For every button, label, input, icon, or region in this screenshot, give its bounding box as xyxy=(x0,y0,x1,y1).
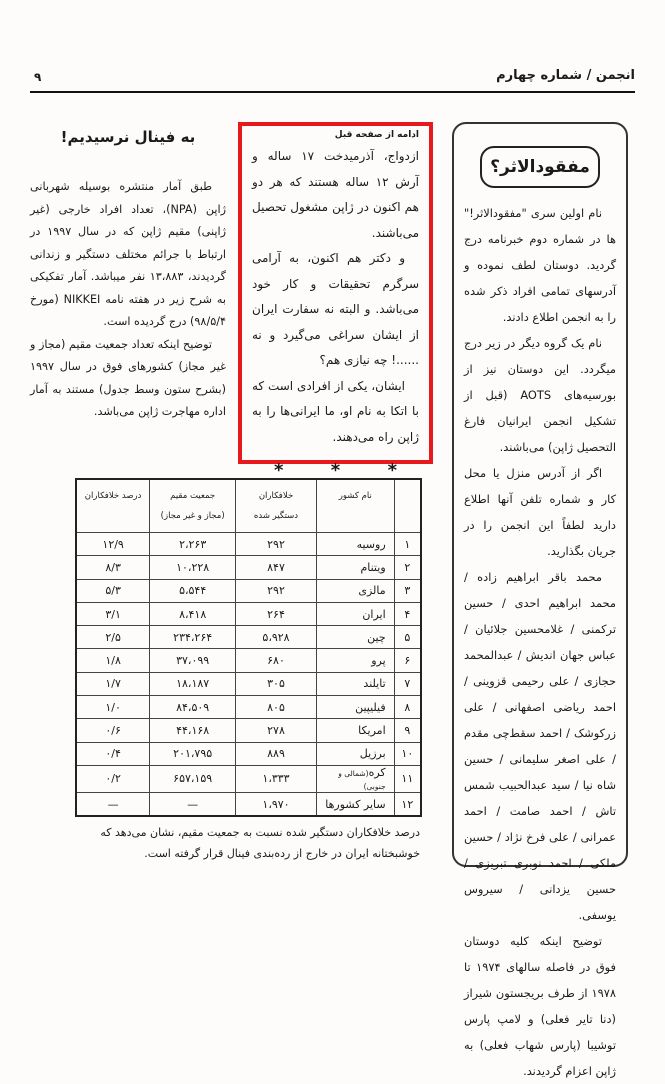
row-index-text: ۱۰ xyxy=(401,747,414,761)
row-population-text: — xyxy=(187,797,199,811)
row-index xyxy=(394,672,421,695)
header-arrested xyxy=(236,479,317,533)
row-index xyxy=(394,533,421,556)
row-index-text: ۸ xyxy=(404,700,411,714)
row-percent xyxy=(76,765,150,792)
row-arrested-text: ۱،۹۷۰ xyxy=(262,797,290,811)
table-row xyxy=(76,602,421,625)
page-number: ۹ xyxy=(34,70,42,84)
missing-paragraph: توضیح اینکه کلیه دوستان فوق در فاصله سالهای ۱۹۷۴ تا ۱۹۷۸ از طرف بریجستون شیراز (دنا تایر فعلی) و لامپ پارس توشیبا (پارس شهاب فعلی) به ژاپن اعزام گردیدند. xyxy=(464,934,617,1078)
row-arrested-text: ۵،۹۲۸ xyxy=(262,630,290,644)
row-population xyxy=(150,626,236,649)
table-row xyxy=(76,765,421,792)
header-population xyxy=(150,479,236,533)
table-row xyxy=(76,792,421,816)
row-percent-text: ۸/۳ xyxy=(105,560,121,574)
table-row xyxy=(76,696,421,719)
row-population-text: ۳۷،۰۹۹ xyxy=(176,654,210,668)
table-row xyxy=(76,672,421,695)
row-arrested-text: ۲۹۲ xyxy=(267,537,285,551)
row-population-text: ۸،۴۱۸ xyxy=(179,607,207,621)
header-percent: درصد خلافکاران xyxy=(76,479,150,533)
row-country xyxy=(316,556,394,579)
row-percent-text: ۰/۴ xyxy=(105,747,121,761)
header-index xyxy=(394,479,421,533)
row-country xyxy=(316,649,394,672)
row-index-text: ۴ xyxy=(404,607,411,621)
missing-persons-title: مفقودالاثر؟ xyxy=(480,146,600,188)
row-percent xyxy=(76,696,150,719)
row-percent xyxy=(76,672,150,695)
row-country xyxy=(316,719,394,742)
missing-paragraph: اگر از آدرس منزل یا محل کار و شماره تلفن آنها اطلاع دارید لطفاً این انجمن را در جریان بگذارید. xyxy=(464,466,616,558)
row-percent xyxy=(76,556,150,579)
row-country-text: کره xyxy=(368,765,386,779)
row-index xyxy=(394,649,421,672)
row-index-text: ۷ xyxy=(404,677,411,691)
row-country xyxy=(316,579,394,602)
row-country xyxy=(316,672,394,695)
header-arrested-line2: دستگیر شده xyxy=(253,511,299,521)
row-population xyxy=(150,556,236,579)
row-population-text: ۲،۲۶۳ xyxy=(179,537,207,551)
row-country-text: امریکا xyxy=(358,724,386,738)
row-percent xyxy=(76,533,150,556)
row-index xyxy=(394,792,421,816)
row-population xyxy=(150,672,236,695)
header-arrested-line1: خلافکاران xyxy=(258,491,294,501)
article-paragraph: توضیح اینکه تعداد جمعیت مقیم (مجاز و غیر مجاز) کشورهای فوق در سال ۱۹۹۷ (بشرح ستون وسط جدول) مستند به آمار اداره مهاجرت ژاپن می‌باشد. xyxy=(30,337,226,418)
row-percent xyxy=(76,719,150,742)
table-row xyxy=(76,719,421,742)
row-index xyxy=(394,742,421,765)
asterisk-icon: * xyxy=(387,460,397,481)
row-index xyxy=(394,579,421,602)
row-arrested xyxy=(236,696,317,719)
article-paragraph: طبق آمار منتشره بوسیله شهربانی ژاپن (NPA)، تعداد افراد خارجی (غیر ژاپنی) مقیم ژاپن که در سال ۱۹۹۷ در ارتباط با جرائم مختلف دستگیر و زندانی گردیدند، ۱۳،۸۸۳ نفر میباشد. آمار تفکیکی به شرح زیر در هفته نامه NIKKEI (مورخ ۹۸/۵/۴) درج گردیده است. xyxy=(30,180,227,328)
row-arrested-text: ۲۷۸ xyxy=(267,724,285,738)
row-country-text: چین xyxy=(367,630,386,644)
missing-persons-box xyxy=(452,122,628,1078)
row-percent xyxy=(76,602,150,625)
row-percent-text: ۱۲/۹ xyxy=(102,537,124,551)
row-arrested xyxy=(236,765,317,792)
row-arrested xyxy=(236,579,317,602)
row-country-text: برزیل xyxy=(359,747,386,761)
continuation-paragraph: ایشان، یکی از افرادی است که با اتکا به نام او، ما ایرانی‌ها را به ژاپن راه می‌دهند. xyxy=(252,378,419,444)
header-divider xyxy=(30,91,635,93)
row-arrested xyxy=(236,626,317,649)
missing-paragraph: نام اولین سری "مفقودالاثر!" ها در شماره دوم خبرنامه درج گردید. دوستان لطف نموده و آدرسهای تمامی افراد ذکر شده را به انجمن اطلاع دادند. xyxy=(464,206,616,324)
row-index-text: ۲ xyxy=(404,560,411,574)
highlighted-continuation-box xyxy=(238,122,433,481)
row-country-text: ویتنام xyxy=(360,560,386,574)
row-arrested-text: ۸۸۹ xyxy=(267,747,285,761)
row-arrested-text: ۲۶۴ xyxy=(267,607,285,621)
table-header-row xyxy=(76,479,421,533)
row-percent-text: ۳/۱ xyxy=(105,607,121,621)
row-percent-text: ۱/۸ xyxy=(105,654,121,668)
continuation-paragraph: و دکتر هم اکنون، به آرامی سرگرم تحقیقات و کار خود می‌باشد. و البته نه سفارت ایران از ایشان سراغی می‌گیرد و نه ......! چه نیازی هم؟ xyxy=(252,251,419,367)
row-index-text: ۱۲ xyxy=(401,797,414,811)
row-arrested-text: ۳۰۵ xyxy=(267,677,285,691)
row-percent-text: ۱/۷ xyxy=(105,677,121,691)
row-percent xyxy=(76,742,150,765)
row-percent xyxy=(76,626,150,649)
row-percent-text: ۱/۰ xyxy=(105,700,121,714)
row-country-text: سایر کشورها xyxy=(325,797,386,811)
row-country-text: ایران xyxy=(362,607,386,621)
row-population-text: ۲۳۴،۲۶۴ xyxy=(173,630,213,644)
article-title: به فینال نرسیدیم! xyxy=(60,128,196,146)
crime-statistics-table xyxy=(75,478,422,817)
row-population-text: ۱۰،۲۲۸ xyxy=(176,560,210,574)
row-country-text: پرو xyxy=(371,654,386,668)
row-population-text: ۸۴،۵۰۹ xyxy=(176,700,210,714)
row-country-text: روسیه xyxy=(356,537,386,551)
row-country xyxy=(316,602,394,625)
section-separator xyxy=(252,450,419,481)
row-arrested xyxy=(236,792,317,816)
continued-label: ادامه از صفحه قبل xyxy=(334,130,419,140)
row-population-text: ۲۰۱،۷۹۵ xyxy=(173,747,213,761)
row-index xyxy=(394,696,421,719)
asterisk-icon: * xyxy=(274,460,284,481)
row-arrested-text: ۸۰۵ xyxy=(267,700,285,714)
row-country xyxy=(316,765,394,792)
page-header xyxy=(30,66,635,96)
row-index xyxy=(394,765,421,792)
header-population-line2: (مجاز و غیر مجاز) xyxy=(160,511,225,521)
row-percent-text: ۰/۶ xyxy=(105,724,121,738)
table-row xyxy=(76,579,421,602)
row-index-text: ۶ xyxy=(404,654,411,668)
row-index-text: ۱ xyxy=(404,537,411,551)
row-arrested xyxy=(236,556,317,579)
missing-paragraph: نام یک گروه دیگر در زیر درج میگردد. این دوستان نیز از بورسیه‌های AOTS (قبل از تشکیل انجمن ایرانیان فارغ التحصیل ژاپن) می‌باشند. xyxy=(464,336,616,454)
row-arrested xyxy=(236,649,317,672)
table-row xyxy=(76,649,421,672)
table-row xyxy=(76,533,421,556)
row-arrested-text: ۶۸۰ xyxy=(267,654,285,668)
row-population xyxy=(150,649,236,672)
row-arrested xyxy=(236,719,317,742)
row-population xyxy=(150,579,236,602)
row-index xyxy=(394,626,421,649)
row-percent-text: ۰/۲ xyxy=(105,772,121,786)
country-note: (شمالی و جنوبی) xyxy=(338,768,386,791)
row-percent xyxy=(76,649,150,672)
row-index-text: ۳ xyxy=(404,584,411,598)
row-arrested xyxy=(236,672,317,695)
row-arrested-text: ۲۹۲ xyxy=(267,584,285,598)
row-arrested-text: ۱،۳۳۳ xyxy=(262,772,290,786)
row-percent xyxy=(76,792,150,816)
row-index-text: ۹ xyxy=(404,724,411,738)
missing-names-list: محمد باقر ابراهیم زاده / محمد ابراهیم احدی / حسین ترکمنی / غلامحسین جلائیان / عباس جهان اندیش / عبدالمحمد حجازی / علی رحیمی قزوینی / احمد ریاضی اصفهانی / علی زرکوشک / احمد سقط‌چی مقدم / علی اصغر سلیمانی / حسین شاه نیا / سید عبدالحبیب شمس تاش / احمد صامت / احمد عمرانی / علی فرخ نژاد / حسین ملکی / احمد نوبری تبریزی / حسین یزدانی / سیروس یوسفی. xyxy=(464,570,616,922)
row-country-text: تایلند xyxy=(363,677,386,691)
row-country xyxy=(316,792,394,816)
table-row xyxy=(76,626,421,649)
row-percent-text: ۵/۳ xyxy=(105,584,121,598)
table-row xyxy=(76,742,421,765)
row-arrested-text: ۸۴۷ xyxy=(267,560,285,574)
row-country xyxy=(316,533,394,556)
header-country: نام کشور xyxy=(316,479,394,533)
row-country xyxy=(316,742,394,765)
row-population-text: ۵،۵۴۴ xyxy=(179,584,207,598)
header-population-line1: جمعیت مقیم xyxy=(170,491,216,501)
row-country-text: فیلیپین xyxy=(355,700,386,714)
row-arrested xyxy=(236,602,317,625)
row-population xyxy=(150,719,236,742)
row-population-text: ۱۸،۱۸۷ xyxy=(176,677,210,691)
row-country xyxy=(316,626,394,649)
row-country xyxy=(316,696,394,719)
row-population-text: ۶۵۷،۱۵۹ xyxy=(173,772,213,786)
row-index xyxy=(394,556,421,579)
row-index xyxy=(394,719,421,742)
asterisk-icon: * xyxy=(330,460,341,481)
row-population xyxy=(150,742,236,765)
row-index-text: ۵ xyxy=(404,630,411,644)
row-arrested xyxy=(236,533,317,556)
row-population-text: ۴۴،۱۶۸ xyxy=(176,724,210,738)
row-population xyxy=(150,602,236,625)
row-population xyxy=(150,765,236,792)
row-population xyxy=(150,792,236,816)
row-country-text: مالزی xyxy=(358,584,386,598)
row-index xyxy=(394,602,421,625)
row-population xyxy=(150,696,236,719)
row-percent-text: ۲/۵ xyxy=(105,630,121,644)
row-index-text: ۱۱ xyxy=(401,772,414,786)
table-row xyxy=(76,556,421,579)
table-footnote: درصد خلافکاران دستگیر شده نسبت به جمعیت مقیم، نشان می‌دهد که خوشبختانه ایران در خارج از رده‌بندی فینال قرار گرفته است. xyxy=(100,826,420,860)
publication-title: انجمن / شماره چهارم xyxy=(496,68,635,83)
continuation-paragraph: ازدواج، آذرمیدخت ۱۷ ساله و آرش ۱۲ ساله هستند که هر دو هم اکنون در ژاپن مشغول تحصیل می‌باشند. xyxy=(252,149,420,240)
row-percent-text: — xyxy=(107,797,119,811)
final-article xyxy=(30,124,226,424)
row-percent xyxy=(76,579,150,602)
row-population xyxy=(150,533,236,556)
row-arrested xyxy=(236,742,317,765)
